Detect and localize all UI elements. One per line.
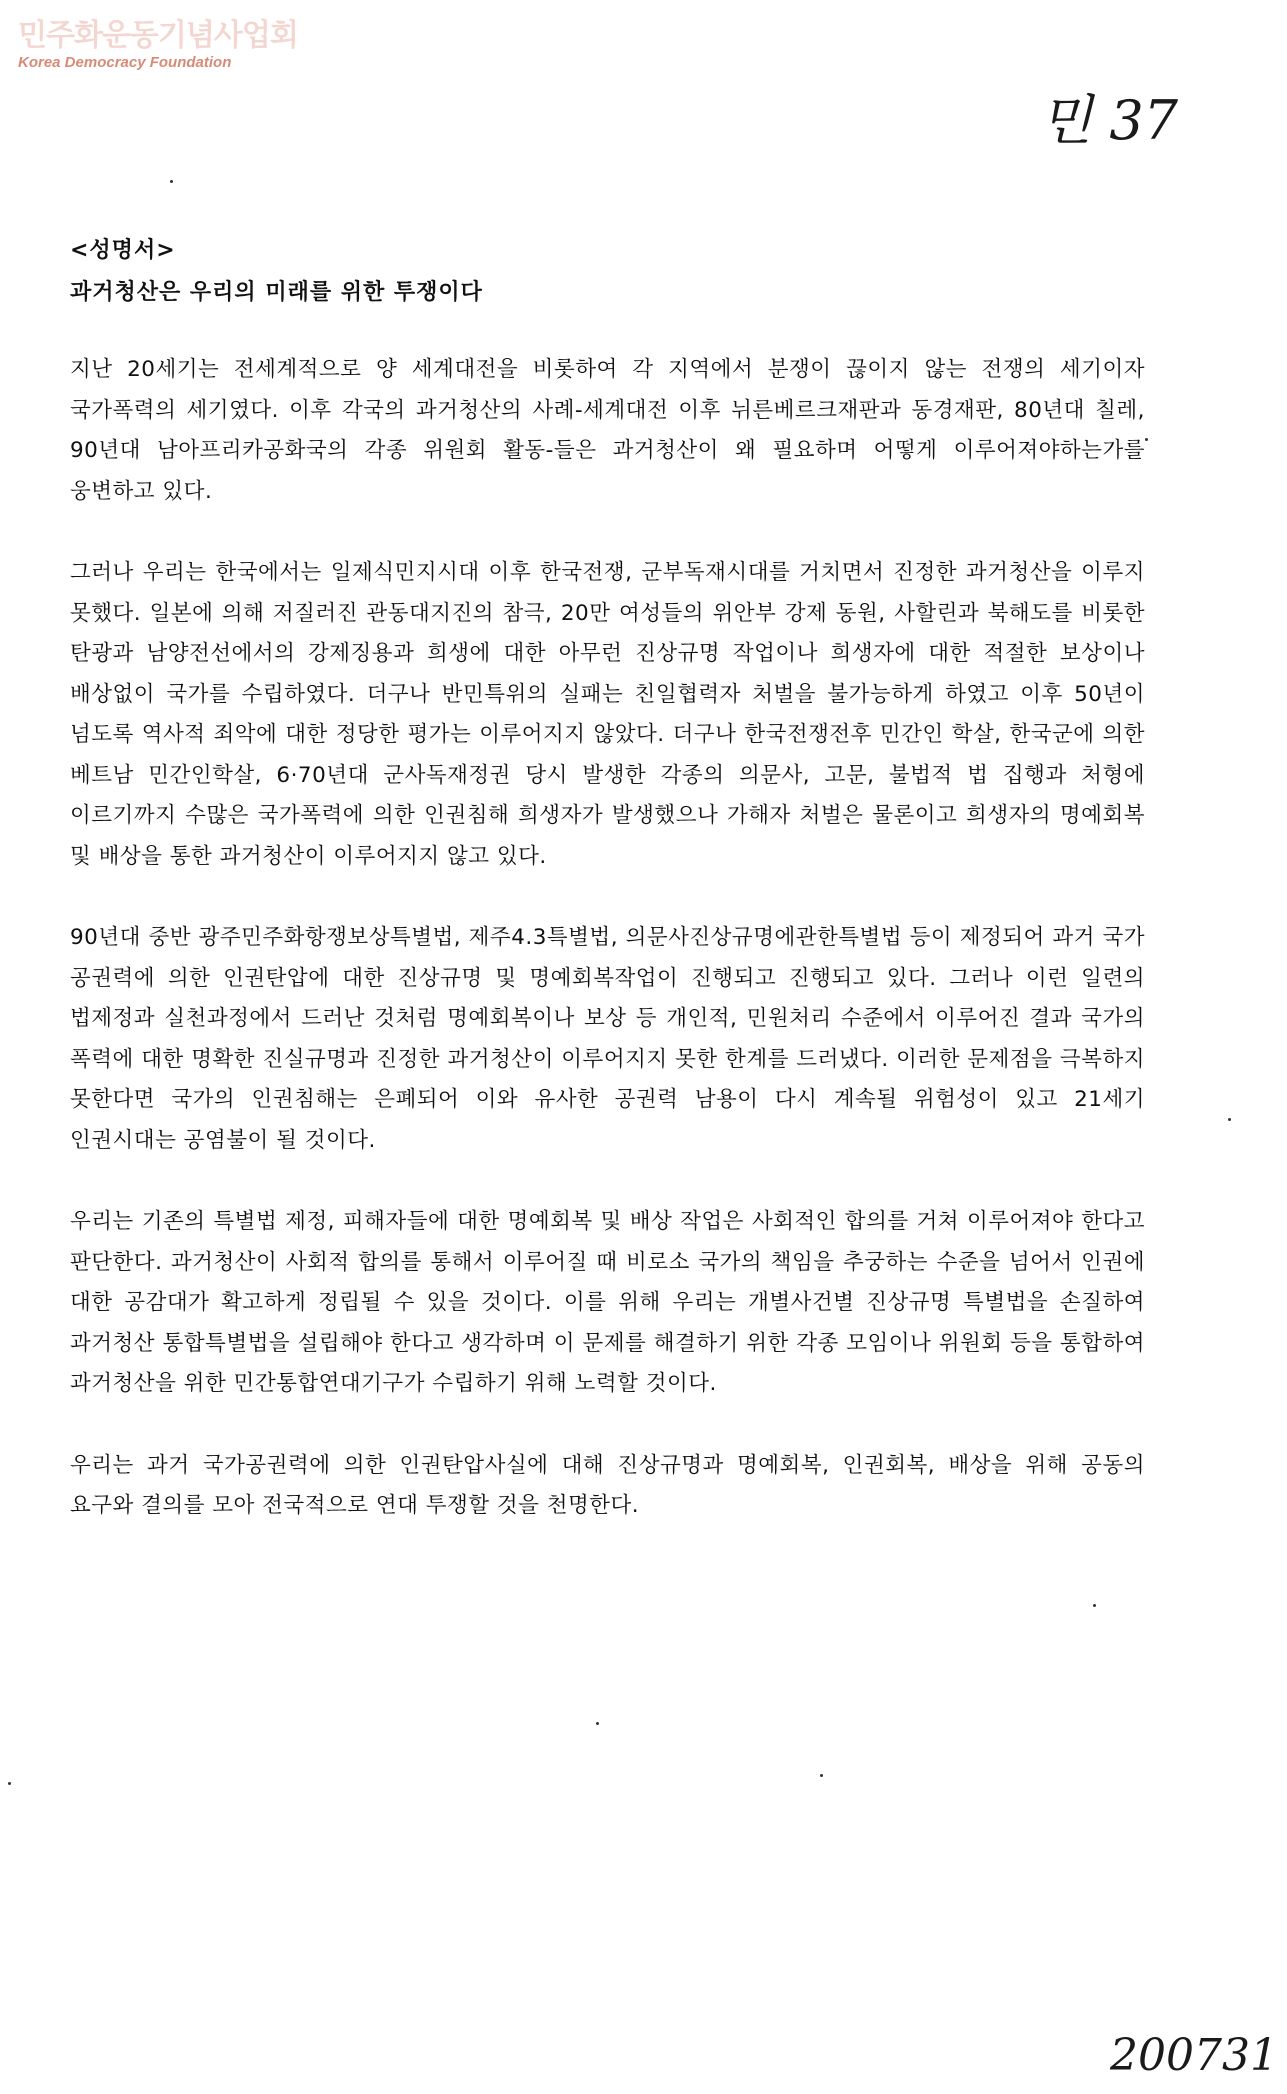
document-body bbox=[70, 350, 1145, 1568]
paragraph-4: 우리는 기존의 특별법 제정, 피해자들에 대한 명예회복 및 배상 작업은 사회적인 합의를 거쳐 이루어져야 한다고 판단한다. 과거청산이 사회적 합의를 통해서 이루어질 때 비로소 국가의 책임을 추궁하는 수준을 넘어서 인권에 대한 공감대가 확고하게 정립될 수 있을 것이다. 이를 위해 우리는 개별사건별 진상규명 특별법을 손질하여 과거청산 통합특별법을 설립해야 한다고 생각하며 이 문제를 해결하기 위한 각종 모임이나 위원회 등을 통합하여 과거청산을 위한 민간통합연대기구가 수립하기 위해 노력할 것이다. bbox=[70, 1209, 1145, 1396]
paragraph-5: 우리는 과거 국가공권력에 의한 인권탄압사실에 대해 진상규명과 명예회복, 인권회복, 배상을 위해 공동의 요구와 결의를 모아 전국적으로 연대 투쟁할 것을 천명한다. bbox=[70, 1452, 1145, 1518]
scan-speck bbox=[1145, 438, 1148, 441]
document-type: <성명서> bbox=[70, 238, 176, 263]
scan-speck bbox=[1228, 1118, 1231, 1121]
handwritten-document-number: 민 37 bbox=[1040, 89, 1179, 152]
scan-speck bbox=[596, 1722, 599, 1725]
paragraph-1: 지난 20세기는 전세계적으로 양 세계대전을 비롯하여 각 지역에서 분쟁이 끊이지 않는 전쟁의 세기이자 국가폭력의 세기였다. 이후 각국의 과거청산의 사례-세계대전 이후 뉘른베르크재판과 동경재판, 80년대 칠레, 90년대 남아프리카공화국의 각종 위원회 활동-들은 과거청산이 왜 필요하며 어떻게 이루어져야하는가를 웅변하고 있다. bbox=[70, 357, 1145, 504]
paragraph-3: 90년대 중반 광주민주화항쟁보상특별법, 제주4.3특별법, 의문사진상규명에관한특별법 등이 제정되어 과거 국가 공권력에 의한 인권탄압에 대한 진상규명 및 명예회복작업이 진행되고 진행되고 있다. 그러나 이런 일련의 법제정과 실천과정에서 드러난 것처럼 명예회복이나 보상 등 개인적, 민원처리 수준에서 이루어진 결과 국가의 폭력에 대한 명확한 진실규명과 진정한 과거청산이 이루어지지 못한 한계를 드러냈다. 이러한 문제점을 극복하지 못한다면 국가의 인권침해는 은폐되어 이와 유사한 공권력 남용이 다시 계속될 위험성이 있고 21세기 인권시대는 공염불이 될 것이다. bbox=[70, 925, 1145, 1153]
document-header bbox=[70, 234, 1150, 310]
foundation-watermark bbox=[18, 18, 318, 72]
scan-speck bbox=[820, 1774, 823, 1777]
paragraph-2: 그러나 우리는 한국에서는 일제식민지시대 이후 한국전쟁, 군부독재시대를 거치면서 진정한 과거청산을 이루지 못했다. 일본에 의해 저질러진 관동대지진의 참극, 20만 여성들의 위안부 강제 동원, 사할린과 북해도를 비롯한 탄광과 남양전선에서의 강제징용과 희생에 대한 아무런 진상규명 작업이나 희생자에 대한 적절한 보상이나 배상없이 국가를 수립하였다. 더구나 반민특위의 실패는 친일협력자 처벌을 불가능하게 하였고 이후 50년이 넘도록 역사적 죄악에 대한 정당한 평가는 이루어지지 않았다. 더구나 한국전쟁전후 민간인 학살, 한국군에 의한 베트남 민간인학살, 6·70년대 군사독재정권 당시 발생한 각종의 의문사, 고문, 불법적 법 집행과 처형에 이르기까지 수많은 국가폭력에 의한 인권침해 희생자가 발생했으나 가해자 처벌은 물론이고 희생자의 명예회복 및 배상을 통한 과거청산이 이루어지지 않고 있다. bbox=[70, 560, 1145, 869]
watermark-english-name: Korea Democracy Foundation bbox=[18, 54, 232, 71]
scan-speck bbox=[1093, 1604, 1096, 1607]
handwritten-archive-code: 200731 bbox=[1110, 2030, 1278, 2081]
document-title: 과거청산은 우리의 미래를 위한 투쟁이다 bbox=[70, 280, 483, 305]
scan-speck bbox=[170, 180, 173, 183]
watermark-korean-name: 민주화운동기념사업회 bbox=[18, 18, 298, 53]
scan-speck bbox=[8, 1782, 11, 1785]
